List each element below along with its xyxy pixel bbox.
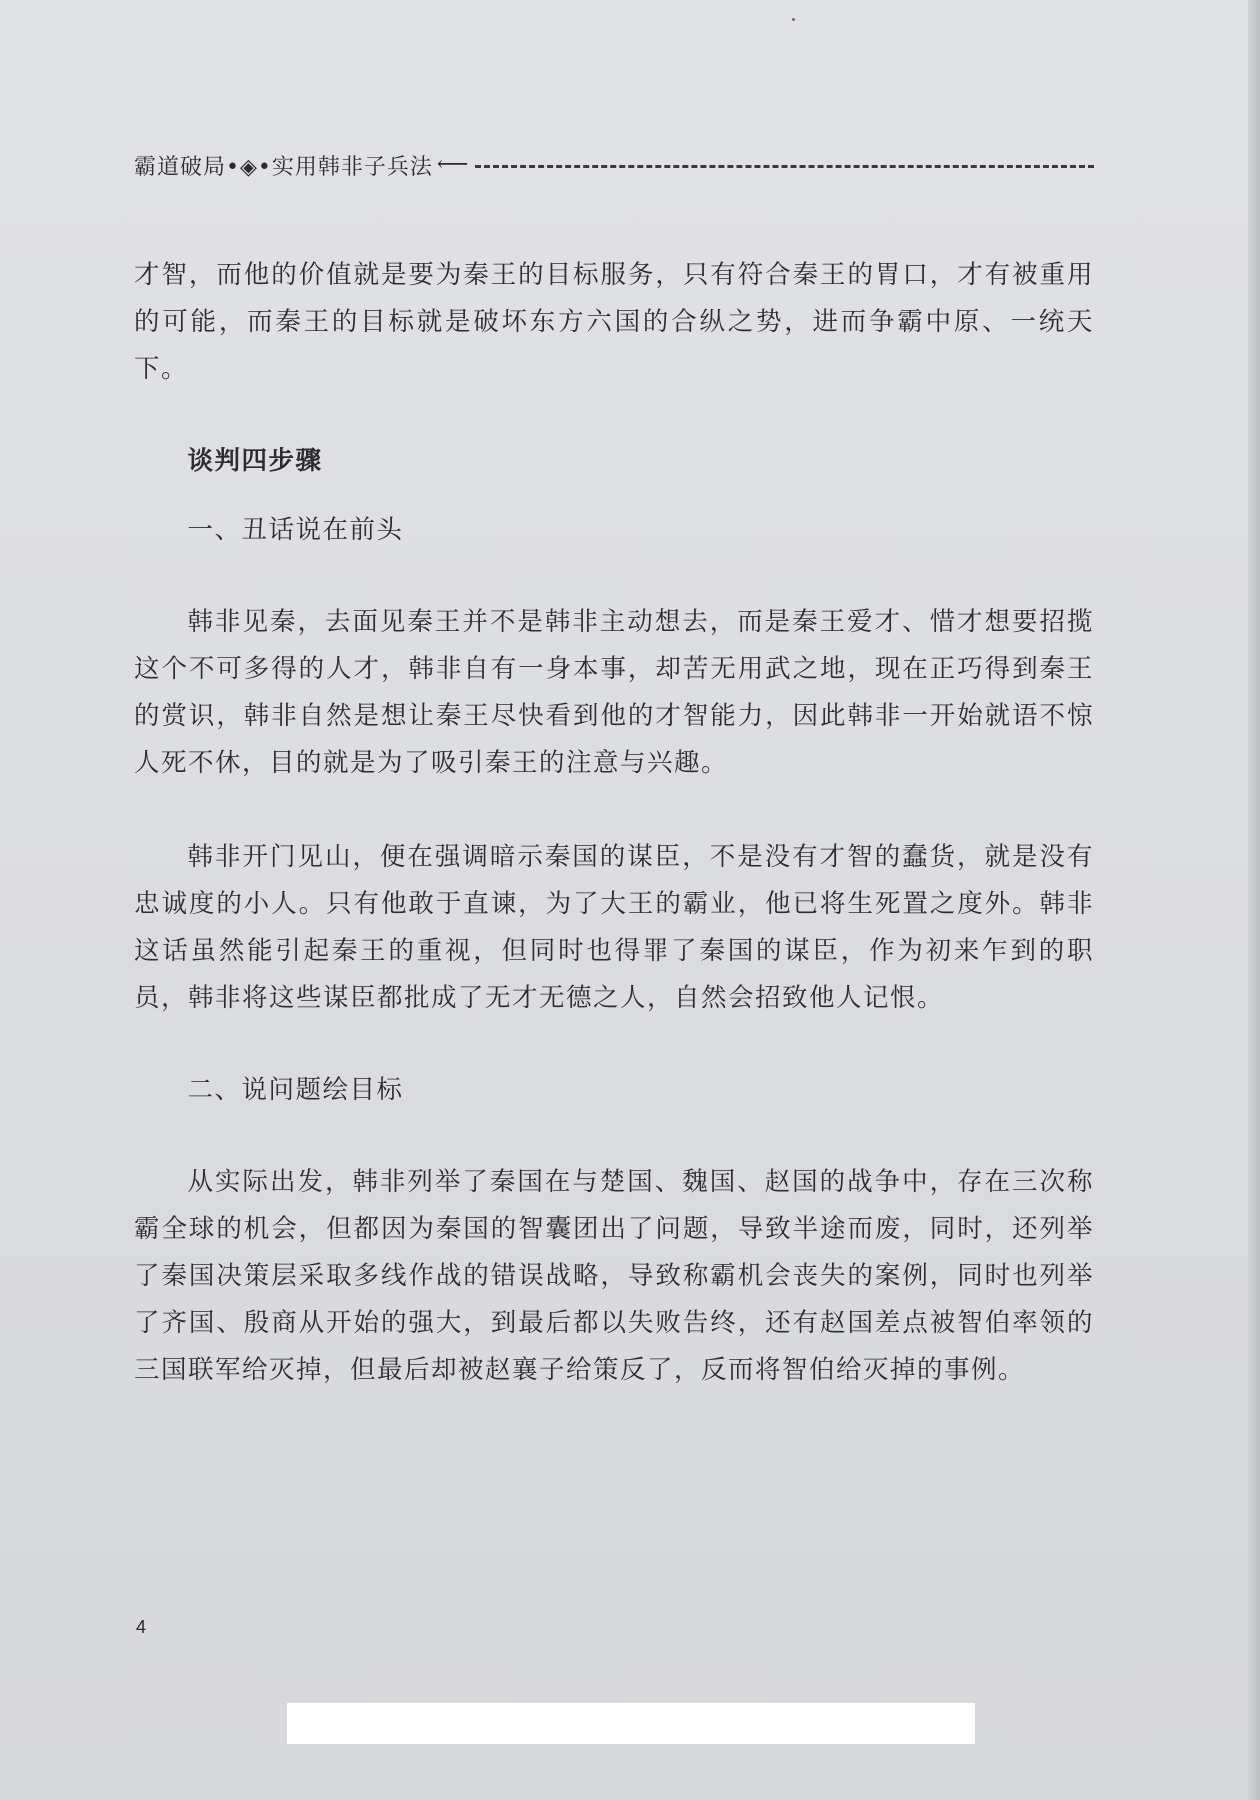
body-text [134,252,1094,1394]
page-number: 4 [136,1617,147,1637]
paragraph-continued: 才智，而他的价值就是要为秦王的目标服务，只有符合秦王的胃口，才有被重用的可能，而秦王的目标就是破坏东方六国的合纵之势，进而争霸中原、一统天下。 [134,260,1094,384]
paper-speck [792,18,795,21]
left-arrow-icon: ⟵ [436,152,470,177]
book-title: 霸道破局•◈•实用韩非子兵法 [134,154,433,180]
paragraph: 韩非见秦，去面见秦王并不是韩非主动想去，而是秦王爱才、惜才想要招揽这个不可多得的人才，韩非自有一身本事，却苦无用武之地，现在正巧得到秦王的赏识，韩非自然是想让秦王尽快看到他的才智能力，因此韩非一开始就语不惊人死不休，目的就是为了吸引秦王的注意与兴趣。 [134,607,1094,778]
section-heading: 谈判四步骤 [187,446,323,476]
step-heading-2: 二、说问题绘目标 [187,1075,404,1105]
step-heading-1: 一、丑话说在前头 [187,515,404,545]
dashed-rule [475,165,1094,168]
page-edge-shadow [1248,0,1260,1800]
paragraph: 韩非开门见山，便在强调暗示秦国的谋臣，不是没有才智的蠢货，就是没有忠诚度的小人。只有他敢于直谏，为了大王的霸业，他已将生死置之度外。韩非这话虽然能引起秦王的重视，但同时也得罪了秦国的谋臣，作为初来乍到的职员，韩非将这些谋臣都批成了无才无德之人，自然会招致他人记恨。 [134,842,1094,1013]
paragraph: 从实际出发，韩非列举了秦国在与楚国、魏国、赵国的战争中，存在三次称霸全球的机会，但都因为秦国的智囊团出了问题，导致半途而废，同时，还列举了秦国决策层采取多线作战的错误战略，导致称霸机会丧失的案例，同时也列举了齐国、殷商从开始的强大，到最后都以失败告终，还有赵国差点被智伯率领的三国联军给灭掉，但最后却被赵襄子给策反了，反而将智伯给灭掉的事例。 [134,1167,1094,1385]
running-header [134,148,1094,182]
redaction-bar [287,1703,975,1744]
